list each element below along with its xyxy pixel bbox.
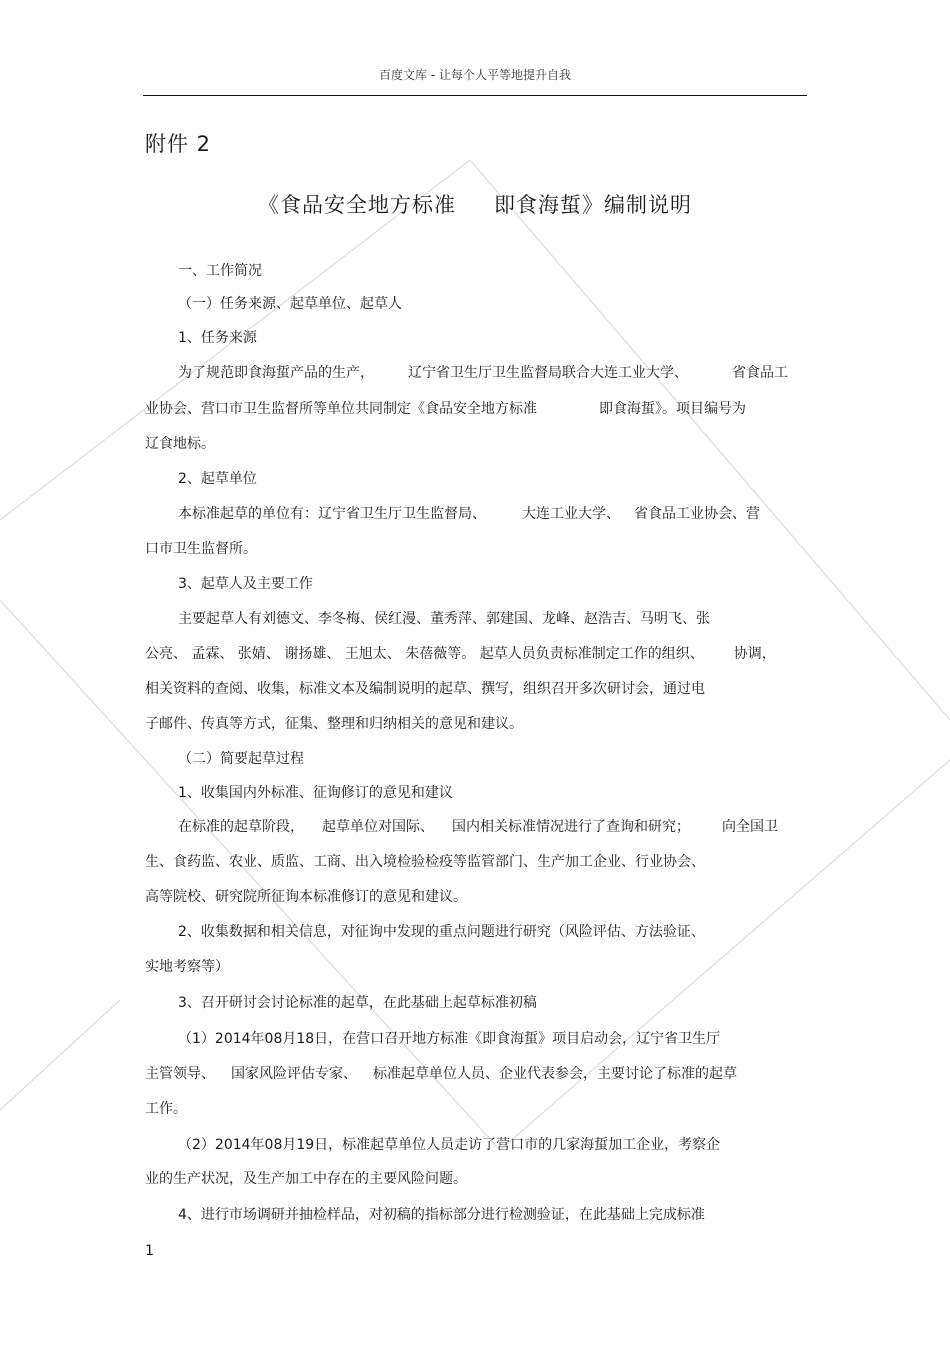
text-run: 即食海蜇》。项目编号为 [599,401,746,417]
attachment-label: 附件 2 [145,132,212,156]
text-run: 起草单位对国际、 [322,819,434,835]
page-number: 1 [145,1243,154,1259]
item-heading-workshop: 3、召开研讨会讨论标准的起草，在此基础上起草标准初稿 [178,995,537,1011]
item-heading-task-source: 1、任务来源 [178,330,257,346]
paragraph-line [178,505,760,523]
text-run: 在标准的起草阶段， [178,819,304,835]
document-title [0,189,950,219]
title-part-1: 《食品安全地方标准 [258,193,456,217]
paragraph-line: 生、食药监、农业、质监、工商、出入境检验检疫等监管部门、生产加工企业、行业协会、 [145,854,705,870]
page-header: 百度文库 - 让每个人平等地提升自我 [379,68,571,82]
text-run: 为了规范即食海蜇产品的生产， [178,365,374,381]
text-run: 主管领导、 [145,1066,215,1082]
paragraph-line [178,364,788,382]
paragraph-line [145,400,746,418]
section-heading-1: 一、工作简况 [178,263,262,279]
text-run: 国内相关标准情况进行了查询和研究； [452,819,690,835]
text-run: 公亮、 孟霖、 张婧、 谢扬雄、 王旭太、 朱蓓薇等。 起草人员负责标准制定工作的组织、 [145,646,704,662]
item-heading-market-research: 4、进行市场调研并抽检样品，对初稿的指标部分进行检测验证，在此基础上完成标准 [178,1207,705,1223]
paragraph-line: （1）2014年08月18日，在营口召开地方标准《即食海蜇》项目启动会，辽宁省卫生厅 [178,1031,721,1047]
paragraph-line: 实地考察等） [145,959,229,975]
paragraph-line: 口市卫生监督所。 [145,541,257,557]
header-divider [143,95,807,96]
paragraph-line: 工作。 [145,1101,187,1117]
paragraph-line: （2）2014年08月19日，标准起草单位人员走访了营口市的几家海蜇加工企业，考察企 [178,1137,721,1153]
text-run: 辽宁省卫生厅卫生监督局联合大连工业大学、 [408,365,688,381]
text-run: 业协会、营口市卫生监督所等单位共同制定《食品安全地方标准 [145,401,537,417]
paragraph-line: 业的生产状况，及生产加工中存在的主要风险问题。 [145,1171,467,1187]
text-run: 协调， [733,646,776,662]
paragraph-line: 主要起草人有刘德文、李冬梅、侯红漫、董秀萍、郭建国、龙峰、赵浩吉、马明飞、张 [178,611,710,627]
item-heading-drafting-unit: 2、起草单位 [178,471,257,487]
paragraph-line: 2、收集数据和相关信息，对征询中发现的重点问题进行研究（风险评估、方法验证、 [178,924,705,940]
paragraph-line [145,1065,737,1083]
paragraph-line [145,645,776,663]
paragraph-line: 相关资料的查阅、收集，标准文本及编制说明的起草、撰写，组织召开多次研讨会，通过电 [145,681,705,697]
paragraph-line [178,818,778,836]
text-run: 本标准起草的单位有：辽宁省卫生厅卫生监督局、 [178,506,486,522]
text-run: 省食品工 [732,365,788,381]
subsection-heading-1: （一）任务来源、起草单位、起草人 [178,296,402,312]
text-run: 标准起草单位人员、企业代表参会，主要讨论了标准的起草 [373,1066,737,1082]
subsection-heading-2: （二）简要起草过程 [178,751,304,767]
text-run: 向全国卫 [722,819,778,835]
text-run: 省食品工业协会、营 [634,506,760,522]
item-heading-collect-standards: 1、收集国内外标准、征询修订的意见和建议 [178,785,453,801]
text-run: 国家风险评估专家、 [231,1066,357,1082]
item-heading-drafters: 3、起草人及主要工作 [178,576,313,592]
title-part-2: 即食海蜇》编制说明 [494,193,692,217]
text-run: 大连工业大学、 [522,506,620,522]
paragraph-line: 子邮件、传真等方式，征集、整理和归纳相关的意见和建议。 [145,716,523,732]
paragraph-line: 高等院校、研究院所征询本标准修订的意见和建议。 [145,889,467,905]
paragraph-line: 辽食地标。 [145,436,215,452]
